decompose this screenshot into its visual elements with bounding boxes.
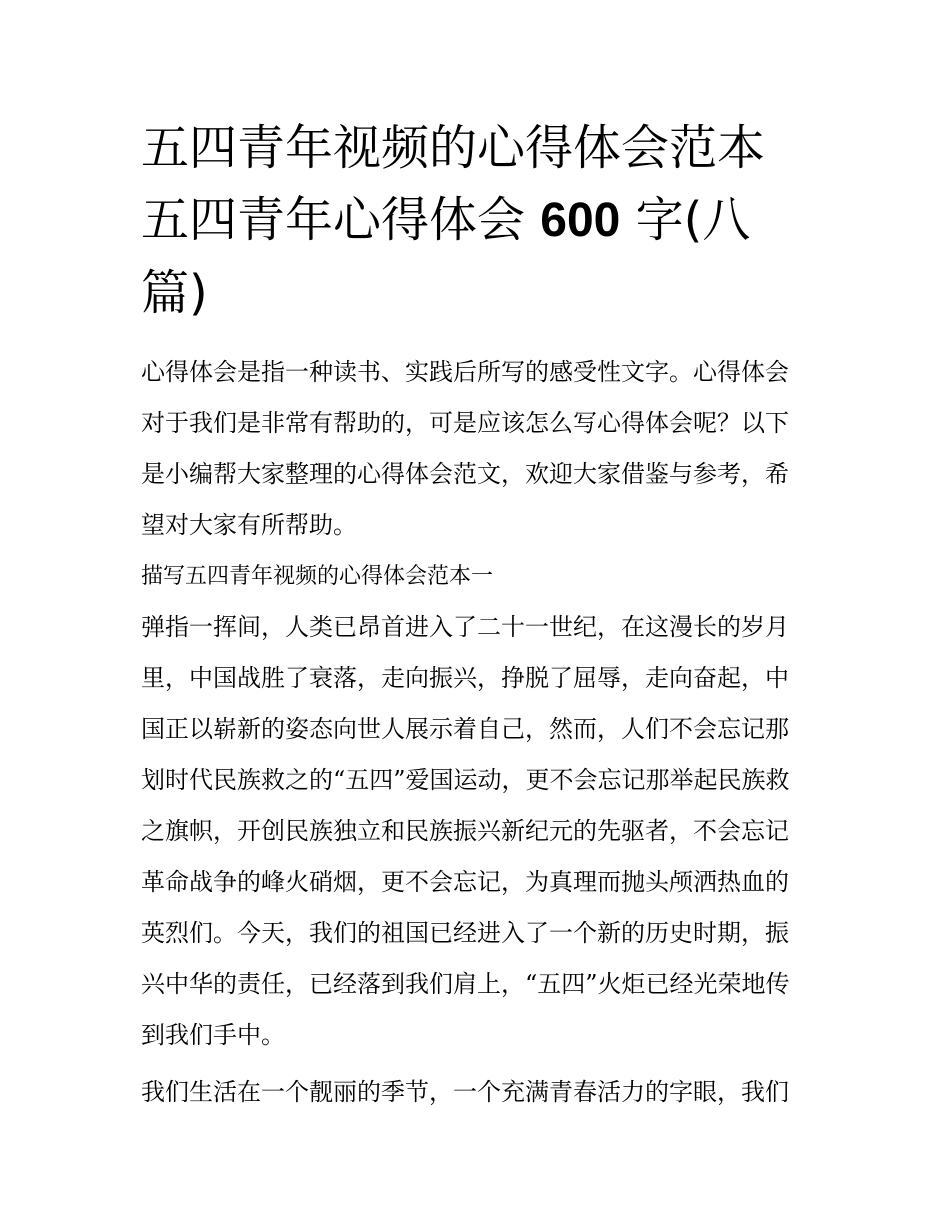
paragraph-line: 国正以崭新的姿态向世人展示着自己，然而，人们不会忘记那 [141, 715, 789, 743]
body-paragraph-2 [141, 1067, 813, 1118]
paragraph-line: 英烈们。今天，我们的祖国已经进入了一个新的历史时期，振 [141, 919, 789, 947]
title-line-3: 篇) [141, 265, 208, 321]
paragraph-line: 弹指一挥间，人类已昂首进入了二十一世纪，在这漫长的岁月 [141, 613, 789, 641]
paragraph-line: 兴中华的责任，已经落到我们肩上，“五四”火炬已经光荣地传 [141, 970, 790, 998]
paragraph-line: 我们生活在一个靓丽的季节，一个充满青春活力的字眼，我们 [141, 1078, 789, 1106]
paragraph-line: 到我们手中。 [141, 1021, 285, 1049]
paragraph-line: 之旗帜，开创民族独立和民族振兴新纪元的先驱者，不会忘记 [141, 817, 789, 845]
title-line-2-text: 五四青年心得体会 [141, 192, 526, 248]
document-title [141, 112, 813, 329]
title-line-2-end: 字(八 [635, 192, 751, 248]
title-line-1: 五四青年视频的心得体会范本 [141, 120, 766, 176]
intro-paragraph [141, 347, 813, 551]
title-line-2 [141, 184, 813, 257]
intro-line: 对于我们是非常有帮助的，可是应该怎么写心得体会呢？以下 [141, 409, 789, 437]
intro-line: 望对大家有所帮助。 [141, 511, 357, 539]
intro-line: 是小编帮大家整理的心得体会范文，欢迎大家借鉴与参考，希 [141, 460, 789, 488]
paragraph-line: 革命战争的峰火硝烟，更不会忘记，为真理而抛头颅洒热血的 [141, 868, 789, 896]
body-paragraph-1 [141, 602, 813, 1061]
intro-line: 心得体会是指一种读书、实践后所写的感受性文字。心得体会 [141, 358, 789, 386]
section-heading: 描写五四青年视频的心得体会范本一 [141, 564, 494, 589]
title-number: 600 [540, 194, 621, 247]
paragraph-line: 划时代民族救之的“五四”爱国运动，更不会忘记那举起民族救 [141, 766, 790, 794]
paragraph-line: 里，中国战胜了衰落，走向振兴，挣脱了屈辱，走向奋起，中 [141, 664, 789, 692]
document-page [141, 112, 813, 1118]
